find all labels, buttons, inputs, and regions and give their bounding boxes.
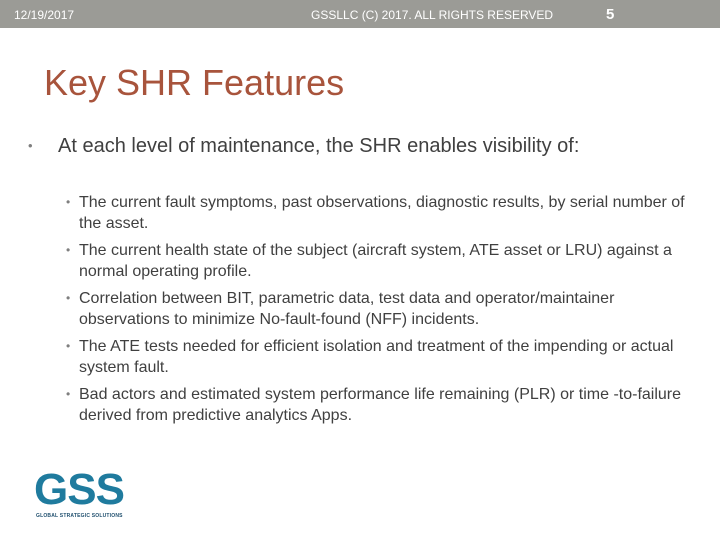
header-copyright: GSSLLC (C) 2017. ALL RIGHTS RESERVED: [311, 8, 554, 22]
list-item-text: The current health state of the subject (aircraft system, ATE asset or LRU) against a normal operating profile.: [79, 242, 672, 280]
bullet-icon: •: [66, 387, 71, 401]
list-item: [62, 240, 692, 282]
logo-tagline: GLOBAL STRATEGIC SOLUTIONS: [36, 513, 123, 519]
bullet-icon: •: [66, 291, 71, 305]
list-item: [62, 336, 692, 378]
list-item: [62, 192, 692, 234]
header-bar: [0, 0, 720, 28]
header-date: 12/19/2017: [14, 8, 75, 22]
bullet-icon: •: [66, 243, 71, 257]
list-item-text: The ATE tests needed for efficient isolation and treatment of the impending or actual system fault.: [79, 338, 674, 376]
list-item-text: The current fault symptoms, past observations, diagnostic results, by serial number of the asset.: [79, 194, 685, 232]
intro-bullet: [28, 134, 688, 158]
slide-title: Key SHR Features: [44, 62, 345, 103]
list-item-text: Correlation between BIT, parametric data, test data and operator/maintainer observations to minimize No-fault-found (NFF) incidents.: [79, 290, 615, 328]
list-item: [62, 384, 692, 426]
list-item: [62, 288, 692, 330]
slide-number: 5: [606, 6, 615, 23]
list-item-text: Bad actors and estimated system performance life remaining (PLR) or time -to-failure derived from predictive analytics Apps.: [79, 386, 682, 424]
bullet-icon: •: [66, 339, 71, 353]
sub-bullet-list: [62, 192, 692, 432]
gss-logo: [34, 466, 142, 522]
intro-text: At each level of maintenance, the SHR enables visibility of:: [58, 135, 580, 157]
logo-letters: GSS: [34, 465, 124, 514]
bullet-icon: •: [66, 195, 71, 209]
bullet-icon: •: [28, 138, 33, 153]
